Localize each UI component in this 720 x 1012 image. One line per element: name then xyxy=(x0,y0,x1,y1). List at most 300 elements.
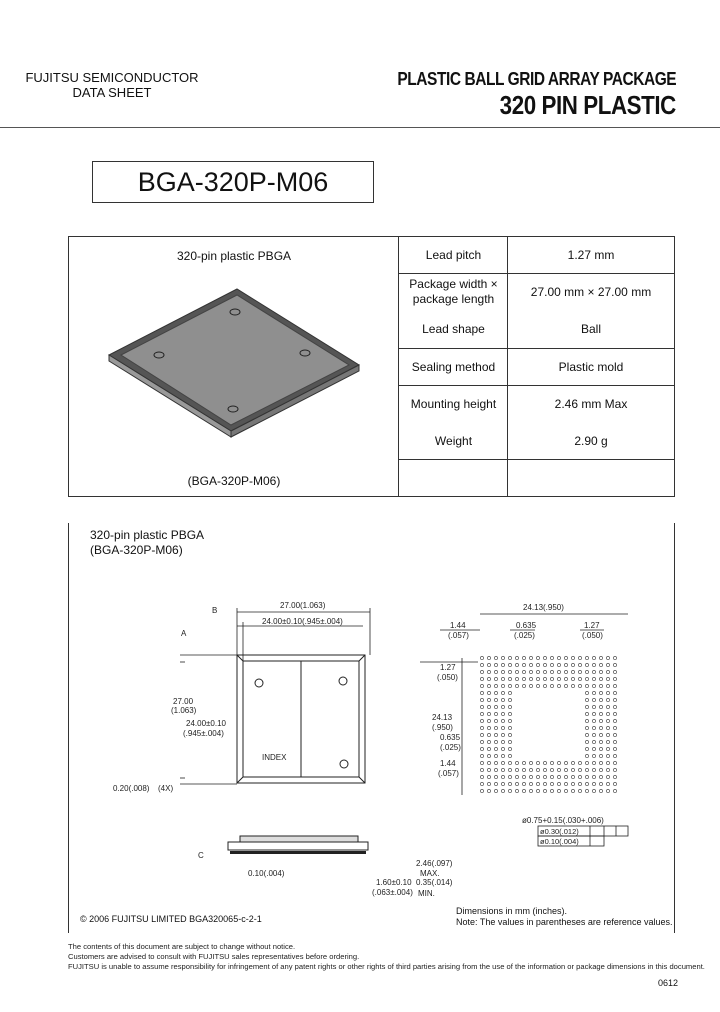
solder-ball xyxy=(487,747,490,750)
solder-ball xyxy=(501,775,504,778)
solder-ball xyxy=(578,782,581,785)
solder-ball xyxy=(585,740,588,743)
solder-ball xyxy=(487,684,490,687)
solder-ball xyxy=(599,775,602,778)
solder-ball xyxy=(494,782,497,785)
solder-ball xyxy=(480,712,483,715)
solder-ball xyxy=(480,719,483,722)
solder-ball xyxy=(480,747,483,750)
solder-ball xyxy=(571,670,574,673)
solder-ball xyxy=(599,768,602,771)
solder-ball xyxy=(508,768,511,771)
solder-ball xyxy=(592,663,595,666)
solder-ball xyxy=(585,726,588,729)
solder-ball xyxy=(557,663,560,666)
solder-ball xyxy=(599,789,602,792)
solder-ball xyxy=(606,684,609,687)
solder-ball xyxy=(487,768,490,771)
solder-ball xyxy=(585,677,588,680)
solder-ball xyxy=(585,712,588,715)
solder-ball xyxy=(501,789,504,792)
solder-ball xyxy=(606,663,609,666)
dim-height-inner: 24.00±0.10 xyxy=(186,719,226,728)
solder-ball xyxy=(515,775,518,778)
solder-ball xyxy=(571,768,574,771)
solder-ball xyxy=(508,684,511,687)
solder-ball xyxy=(522,663,525,666)
solder-ball xyxy=(501,782,504,785)
solder-ball xyxy=(557,775,560,778)
solder-ball xyxy=(494,698,497,701)
solder-ball xyxy=(494,747,497,750)
solder-ball xyxy=(480,768,483,771)
solder-ball xyxy=(606,705,609,708)
dim-width-total: 27.00(1.063) xyxy=(280,601,326,610)
solder-ball xyxy=(550,663,553,666)
solder-ball xyxy=(487,670,490,673)
disclaimer-footer: The contents of this document are subject to change without notice. Customers are advised to consult with FUJITSU sales representatives before ordering. FUJITSU is unable to assume responsibility for infringement of any patent rights or other rights of third parties arising from the use of the information or package dimensions in this document. xyxy=(68,942,705,971)
solder-ball xyxy=(585,670,588,673)
solder-ball xyxy=(550,768,553,771)
solder-ball xyxy=(613,670,616,673)
solder-ball xyxy=(599,705,602,708)
solder-ball xyxy=(606,698,609,701)
solder-ball xyxy=(613,705,616,708)
dim-height-inner-in: (.945±.004) xyxy=(183,729,224,738)
solder-ball xyxy=(599,740,602,743)
solder-ball xyxy=(543,656,546,659)
solder-ball xyxy=(571,761,574,764)
solder-ball xyxy=(543,782,546,785)
solder-ball xyxy=(592,656,595,659)
solder-ball xyxy=(557,670,560,673)
solder-ball xyxy=(536,775,539,778)
solder-ball xyxy=(613,782,616,785)
solder-ball xyxy=(550,782,553,785)
spec-value: 27.00 mm × 27.00 mm xyxy=(530,285,652,299)
solder-ball xyxy=(599,691,602,694)
solder-ball xyxy=(536,670,539,673)
solder-ball xyxy=(508,719,511,722)
solder-ball xyxy=(501,768,504,771)
page-code: 0612 xyxy=(657,978,678,988)
solder-ball xyxy=(501,677,504,680)
solder-ball xyxy=(550,670,553,673)
solder-ball xyxy=(613,719,616,722)
solder-ball xyxy=(606,691,609,694)
solder-ball xyxy=(501,719,504,722)
solder-ball xyxy=(613,698,616,701)
solder-ball xyxy=(613,768,616,771)
solder-ball xyxy=(508,775,511,778)
solder-ball xyxy=(536,684,539,687)
solder-ball xyxy=(543,670,546,673)
solder-ball xyxy=(606,789,609,792)
dim-span-v-in: (.950) xyxy=(432,723,453,732)
solder-ball xyxy=(529,768,532,771)
solder-ball xyxy=(613,691,616,694)
dim-edge-144: 1.44 xyxy=(450,621,466,630)
package-image-part: (BGA-320P-M06) xyxy=(187,474,281,488)
solder-ball xyxy=(494,761,497,764)
solder-ball xyxy=(487,677,490,680)
solder-ball xyxy=(536,656,539,659)
solder-ball xyxy=(501,663,504,666)
solder-ball xyxy=(508,698,511,701)
solder-ball xyxy=(529,775,532,778)
spec-label: Sealing method xyxy=(411,360,496,374)
solder-ball xyxy=(480,782,483,785)
solder-ball xyxy=(508,712,511,715)
solder-ball xyxy=(543,663,546,666)
dim-v-144-in: (.057) xyxy=(438,769,459,778)
solder-ball xyxy=(585,761,588,764)
solder-ball xyxy=(613,684,616,687)
solder-ball xyxy=(501,712,504,715)
solder-ball xyxy=(585,684,588,687)
solder-ball xyxy=(487,740,490,743)
solder-ball xyxy=(606,740,609,743)
solder-ball xyxy=(508,670,511,673)
solder-ball xyxy=(543,775,546,778)
solder-ball xyxy=(599,726,602,729)
solder-ball xyxy=(508,691,511,694)
solder-ball xyxy=(606,712,609,715)
spec-label: Mounting height xyxy=(410,397,497,411)
solder-ball xyxy=(592,775,595,778)
solder-ball xyxy=(487,754,490,757)
dim-pitch-0635: 0.635 xyxy=(516,621,537,630)
solder-ball xyxy=(585,733,588,736)
solder-ball xyxy=(564,768,567,771)
solder-ball xyxy=(494,754,497,757)
datum-c-label: C xyxy=(198,851,204,860)
solder-ball xyxy=(613,663,616,666)
solder-ball xyxy=(599,698,602,701)
solder-ball xyxy=(564,663,567,666)
solder-ball xyxy=(494,775,497,778)
solder-ball xyxy=(613,677,616,680)
package-image-caption: 320-pin plastic PBGA xyxy=(176,249,292,263)
solder-ball xyxy=(487,698,490,701)
solder-ball xyxy=(543,684,546,687)
solder-ball xyxy=(592,740,595,743)
solder-ball xyxy=(501,761,504,764)
solder-ball xyxy=(550,677,553,680)
company-name: FUJITSU SEMICONDUCTOR xyxy=(25,70,199,85)
solder-ball xyxy=(564,782,567,785)
solder-ball xyxy=(613,726,616,729)
dim-height-max: 2.46(.097) xyxy=(416,859,453,868)
solder-ball xyxy=(522,782,525,785)
solder-ball xyxy=(592,719,595,722)
solder-ball xyxy=(606,733,609,736)
solder-ball xyxy=(564,684,567,687)
solder-ball xyxy=(599,684,602,687)
solder-ball xyxy=(487,691,490,694)
solder-ball xyxy=(585,768,588,771)
solder-ball xyxy=(592,733,595,736)
solder-ball xyxy=(529,670,532,673)
package-title: PLASTIC BALL GRID ARRAY PACKAGE xyxy=(397,69,676,89)
solder-ball xyxy=(613,761,616,764)
dim-pitch-127: 1.27 xyxy=(584,621,600,630)
solder-ball xyxy=(536,789,539,792)
solder-ball xyxy=(487,782,490,785)
index-label: INDEX xyxy=(262,753,287,762)
document-type: DATA SHEET xyxy=(72,85,152,100)
solder-ball xyxy=(536,663,539,666)
solder-ball xyxy=(501,733,504,736)
solder-ball xyxy=(494,663,497,666)
solder-ball xyxy=(515,789,518,792)
solder-ball xyxy=(508,747,511,750)
dim-ball-diameter: ø0.75+0.15(.030+.006) xyxy=(522,816,604,825)
solder-ball xyxy=(501,705,504,708)
solder-ball xyxy=(613,775,616,778)
solder-ball xyxy=(508,733,511,736)
solder-ball xyxy=(557,761,560,764)
solder-ball xyxy=(585,789,588,792)
solder-ball xyxy=(494,691,497,694)
solder-ball xyxy=(592,782,595,785)
solder-ball xyxy=(550,656,553,659)
solder-ball xyxy=(480,656,483,659)
solder-ball xyxy=(536,782,539,785)
solder-ball xyxy=(529,677,532,680)
solder-ball xyxy=(480,740,483,743)
solder-ball xyxy=(480,691,483,694)
solder-ball xyxy=(515,663,518,666)
solder-ball xyxy=(592,754,595,757)
solder-ball xyxy=(592,698,595,701)
solder-ball xyxy=(599,761,602,764)
solder-ball xyxy=(515,768,518,771)
solder-ball xyxy=(480,663,483,666)
solder-ball xyxy=(501,656,504,659)
corner-tolerance: 0.20(.008) xyxy=(113,784,150,793)
solder-ball xyxy=(592,705,595,708)
solder-ball xyxy=(501,754,504,757)
solder-ball xyxy=(606,747,609,750)
solder-ball xyxy=(508,726,511,729)
solder-ball xyxy=(592,684,595,687)
solder-ball xyxy=(571,775,574,778)
solder-ball xyxy=(508,705,511,708)
solder-ball xyxy=(571,663,574,666)
solder-ball xyxy=(606,726,609,729)
spec-value: 1.27 mm xyxy=(567,248,615,262)
dim-width-inner: 24.00±0.10(.945±.004) xyxy=(262,617,343,626)
solder-ball xyxy=(613,789,616,792)
solder-ball xyxy=(494,656,497,659)
dim-thickness: 1.60±0.10 xyxy=(376,878,412,887)
solder-ball xyxy=(480,726,483,729)
solder-ball xyxy=(508,782,511,785)
solder-ball xyxy=(564,670,567,673)
dim-pitch-0635-in: (.025) xyxy=(514,631,535,640)
solder-ball xyxy=(536,761,539,764)
dim-standoff-min: MIN. xyxy=(418,889,435,898)
solder-ball xyxy=(599,670,602,673)
solder-ball xyxy=(501,698,504,701)
solder-ball xyxy=(501,726,504,729)
solder-ball xyxy=(592,691,595,694)
spec-value: 2.46 mm Max xyxy=(554,397,628,411)
solder-ball xyxy=(515,761,518,764)
solder-ball xyxy=(592,761,595,764)
solder-ball xyxy=(599,677,602,680)
solder-ball xyxy=(613,656,616,659)
solder-ball xyxy=(508,677,511,680)
solder-ball xyxy=(578,768,581,771)
dim-height-total-in: (1.063) xyxy=(171,706,197,715)
datum-a-label: A xyxy=(181,629,187,638)
solder-ball xyxy=(557,782,560,785)
solder-ball xyxy=(480,670,483,673)
solder-ball xyxy=(613,733,616,736)
ball-grid xyxy=(480,656,616,792)
solder-ball xyxy=(578,670,581,673)
solder-ball xyxy=(585,747,588,750)
solder-ball xyxy=(599,656,602,659)
solder-ball xyxy=(480,705,483,708)
solder-ball xyxy=(480,775,483,778)
copyright: © 2006 FUJITSU LIMITED BGA320065-c-2-1 xyxy=(80,914,262,924)
solder-ball xyxy=(515,684,518,687)
solder-ball xyxy=(564,677,567,680)
dim-pitch-127-in: (.050) xyxy=(582,631,603,640)
solder-ball xyxy=(501,747,504,750)
solder-ball xyxy=(592,747,595,750)
solder-ball xyxy=(494,733,497,736)
solder-ball xyxy=(522,656,525,659)
spec-value: Plastic mold xyxy=(558,360,624,374)
solder-ball xyxy=(508,663,511,666)
solder-ball xyxy=(487,656,490,659)
solder-ball xyxy=(606,754,609,757)
solder-ball xyxy=(487,733,490,736)
solder-ball xyxy=(515,670,518,673)
dim-ball-span: 24.13(.950) xyxy=(523,603,564,612)
solder-ball xyxy=(599,663,602,666)
solder-ball xyxy=(599,733,602,736)
solder-ball xyxy=(529,663,532,666)
solder-ball xyxy=(536,768,539,771)
solder-ball xyxy=(606,768,609,771)
flatness-tolerance: 0.10(.004) xyxy=(248,869,285,878)
solder-ball xyxy=(613,747,616,750)
dim-row-pitch: 1.27 xyxy=(440,663,456,672)
solder-ball xyxy=(522,677,525,680)
spec-label: Lead shape xyxy=(422,322,485,336)
solder-ball xyxy=(494,712,497,715)
solder-ball xyxy=(578,761,581,764)
solder-ball xyxy=(487,775,490,778)
solder-ball xyxy=(585,656,588,659)
solder-ball xyxy=(599,719,602,722)
solder-ball xyxy=(487,761,490,764)
solder-ball xyxy=(606,761,609,764)
solder-ball xyxy=(515,677,518,680)
solder-ball xyxy=(571,677,574,680)
solder-ball xyxy=(543,761,546,764)
solder-ball xyxy=(585,754,588,757)
solder-ball xyxy=(480,761,483,764)
solder-ball xyxy=(508,754,511,757)
solder-ball xyxy=(571,684,574,687)
solder-ball xyxy=(564,656,567,659)
spec-value: 2.90 g xyxy=(574,434,608,448)
solder-ball xyxy=(585,782,588,785)
solder-ball xyxy=(480,677,483,680)
solder-ball xyxy=(613,712,616,715)
solder-ball xyxy=(508,740,511,743)
solder-ball xyxy=(613,740,616,743)
solder-ball xyxy=(606,677,609,680)
solder-ball xyxy=(494,740,497,743)
solder-ball xyxy=(494,768,497,771)
solder-ball xyxy=(585,663,588,666)
solder-ball xyxy=(578,684,581,687)
corner-count: (4X) xyxy=(158,784,174,793)
solder-ball xyxy=(564,789,567,792)
solder-ball xyxy=(529,782,532,785)
dim-height-total: 27.00 xyxy=(173,697,194,706)
spec-label: Package width × package length xyxy=(409,277,498,306)
solder-ball xyxy=(606,719,609,722)
solder-ball xyxy=(599,712,602,715)
solder-ball xyxy=(606,782,609,785)
solder-ball xyxy=(564,761,567,764)
solder-ball xyxy=(494,670,497,673)
solder-ball xyxy=(557,656,560,659)
dim-v-144: 1.44 xyxy=(440,759,456,768)
solder-ball xyxy=(599,754,602,757)
solder-ball xyxy=(522,761,525,764)
solder-ball xyxy=(494,705,497,708)
solder-ball xyxy=(522,789,525,792)
solder-ball xyxy=(585,719,588,722)
dim-v-0635-in: (.025) xyxy=(440,743,461,752)
dim-edge-144-in: (.057) xyxy=(448,631,469,640)
solder-ball xyxy=(508,656,511,659)
solder-ball xyxy=(571,789,574,792)
solder-ball xyxy=(564,775,567,778)
solder-ball xyxy=(550,761,553,764)
solder-ball xyxy=(501,670,504,673)
solder-ball xyxy=(557,768,560,771)
solder-ball xyxy=(480,698,483,701)
solder-ball xyxy=(529,761,532,764)
solder-ball xyxy=(494,677,497,680)
part-number-box: BGA-320P-M06 xyxy=(92,161,374,203)
position-tol-1: ø0.30(.012) xyxy=(540,827,579,836)
solder-ball xyxy=(557,684,560,687)
solder-ball xyxy=(508,789,511,792)
dim-row-pitch-in: (.050) xyxy=(437,673,458,682)
solder-ball xyxy=(515,782,518,785)
solder-ball xyxy=(585,705,588,708)
solder-ball xyxy=(543,677,546,680)
solder-ball xyxy=(515,656,518,659)
solder-ball xyxy=(522,684,525,687)
solder-ball xyxy=(494,684,497,687)
solder-ball xyxy=(585,775,588,778)
dim-span-v: 24.13 xyxy=(432,713,453,722)
solder-ball xyxy=(529,684,532,687)
solder-ball xyxy=(522,670,525,673)
